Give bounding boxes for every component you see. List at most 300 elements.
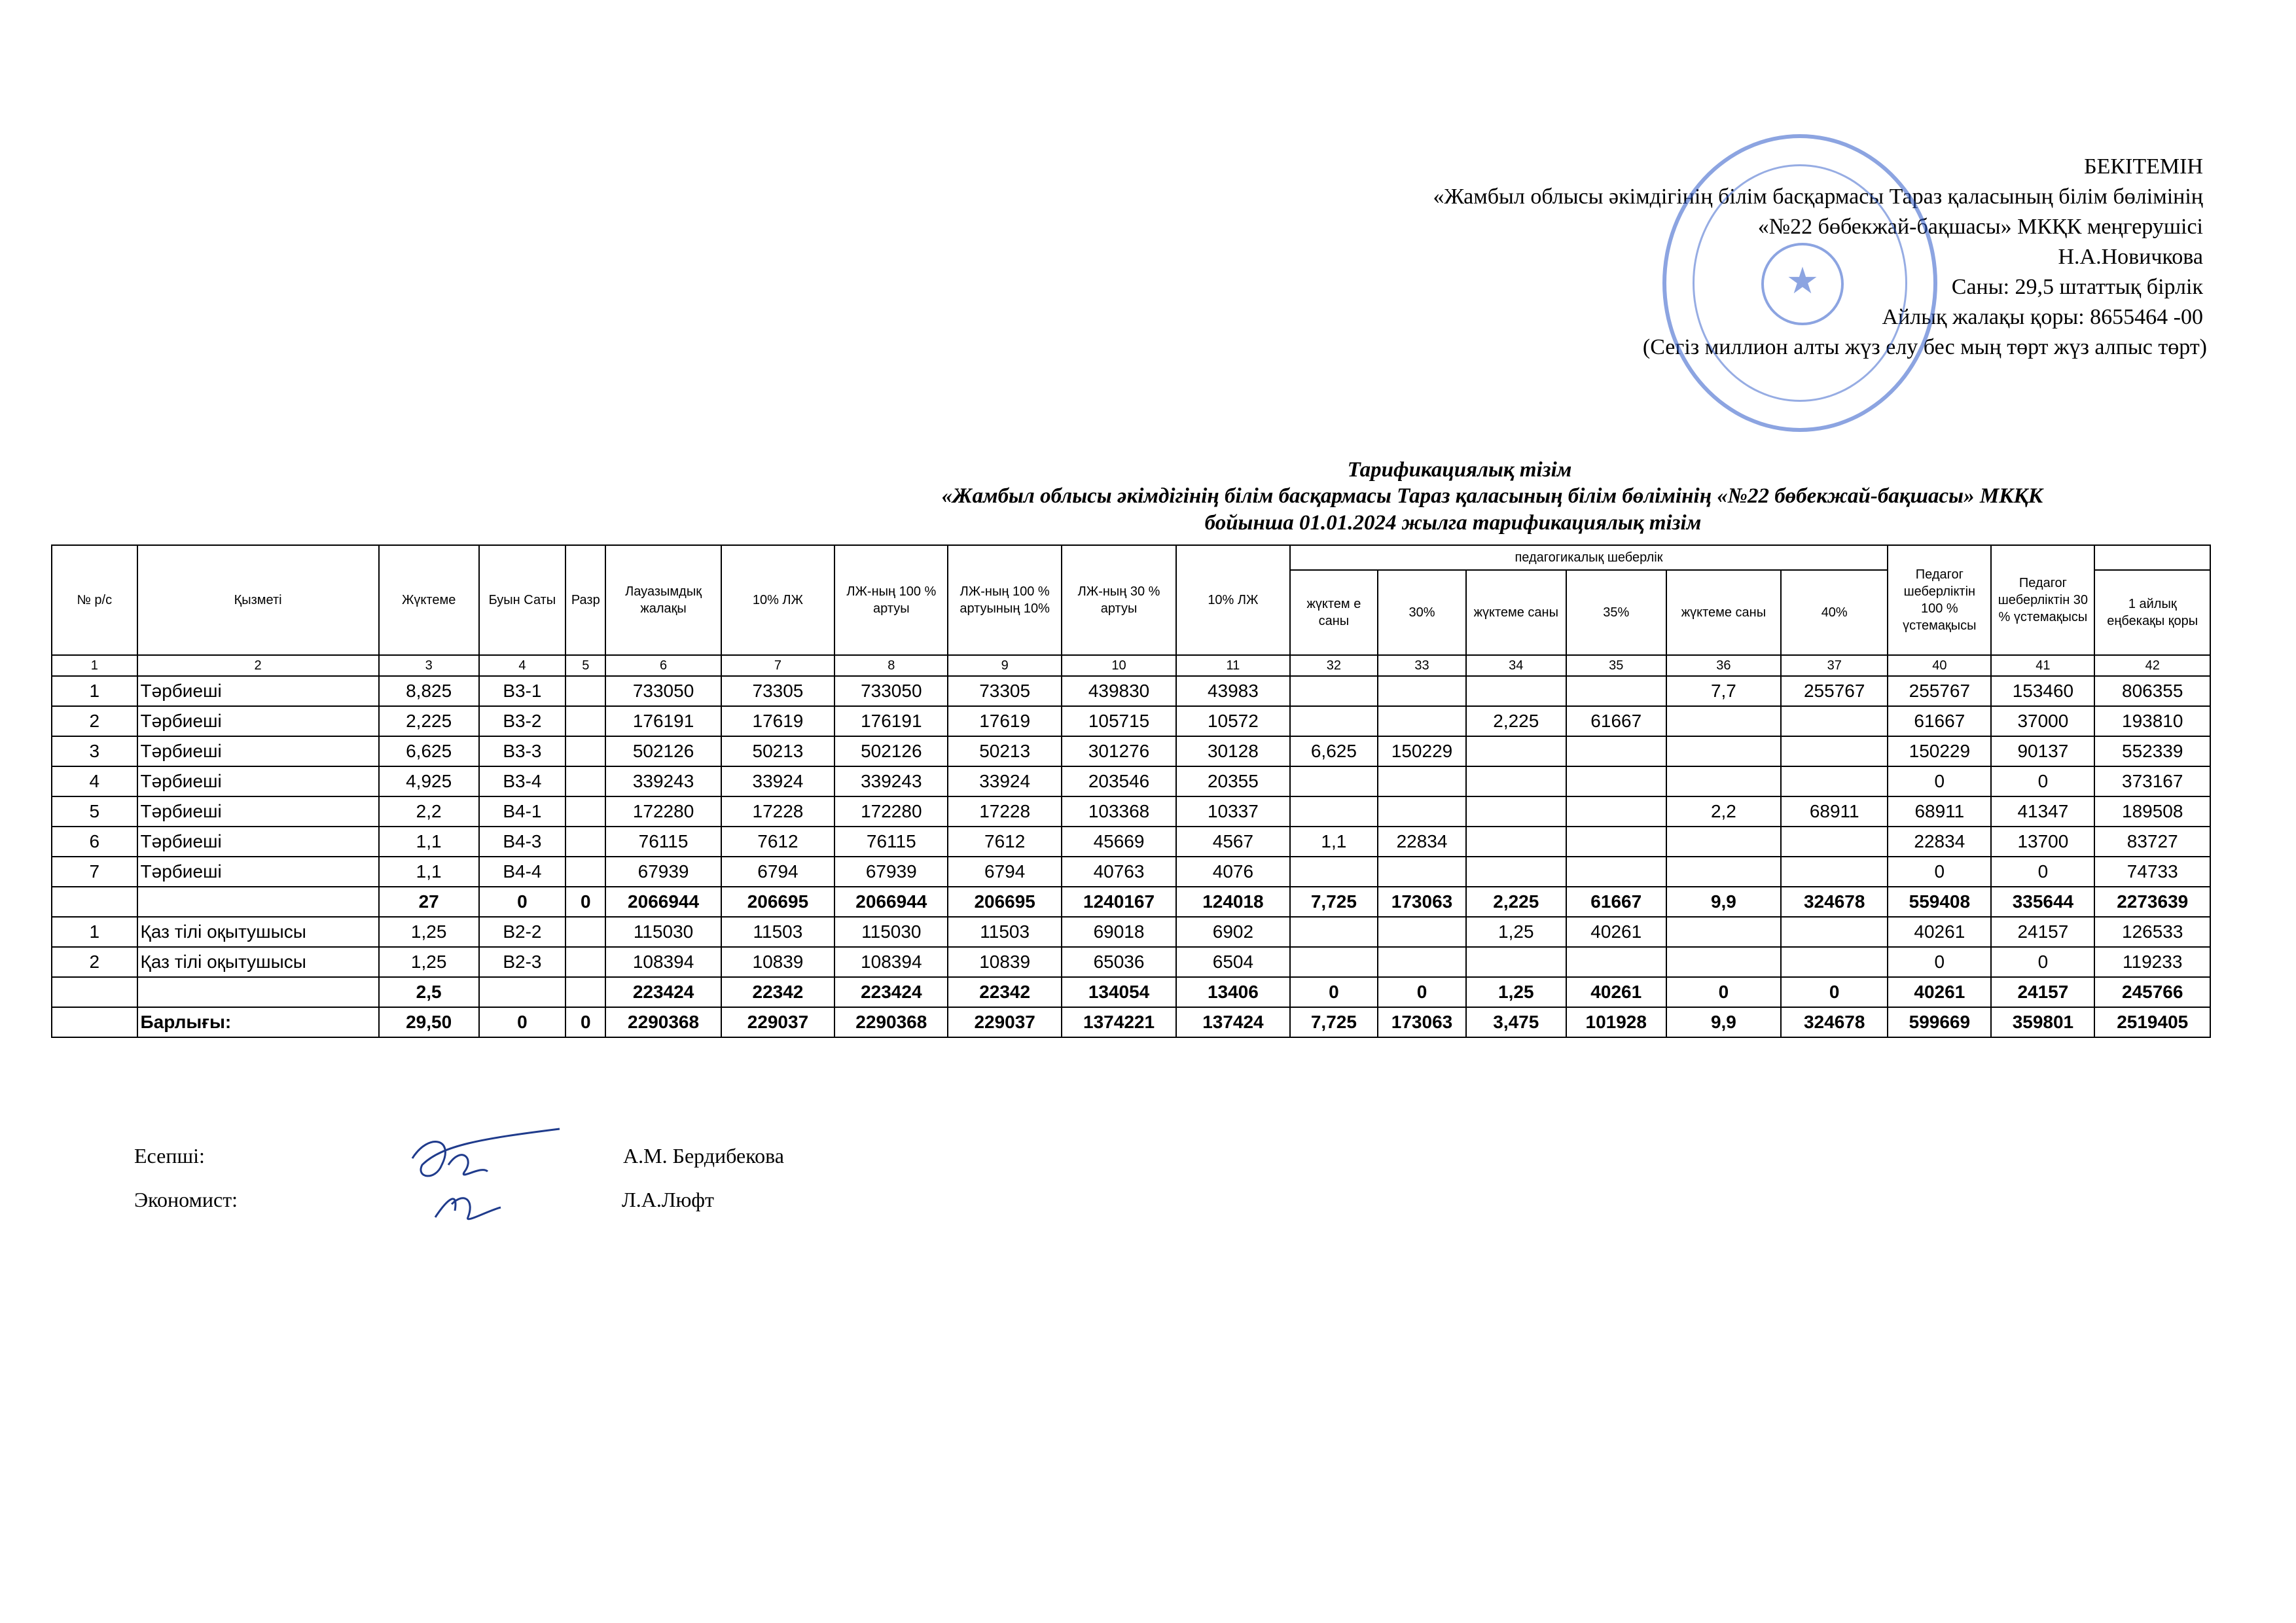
cell-load: 6,625 xyxy=(379,736,479,766)
cell-pos: Тәрбиеші xyxy=(137,857,379,887)
cell-c41: 335644 xyxy=(1991,887,2094,917)
document-title: Тарификациялық тізім xyxy=(1347,458,1572,482)
cell-c7: 10839 xyxy=(721,947,834,977)
cell-c7: 6794 xyxy=(721,857,834,887)
cell-c11: 10572 xyxy=(1176,706,1289,736)
cell-c8: 108394 xyxy=(834,947,948,977)
cell-c32 xyxy=(1290,857,1378,887)
cell-n xyxy=(52,1007,137,1037)
cell-n: 7 xyxy=(52,857,137,887)
cell-c32 xyxy=(1290,706,1378,736)
cell-c37: 324678 xyxy=(1781,1007,1888,1037)
cell-load: 4,925 xyxy=(379,766,479,796)
header-num: № р/с xyxy=(52,545,137,655)
approval-heading: БЕКІТЕМІН xyxy=(2084,154,2203,179)
cell-c42: 806355 xyxy=(2094,676,2210,706)
cell-c33: 173063 xyxy=(1378,1007,1466,1037)
column-number: 42 xyxy=(2094,655,2210,676)
cell-c10: 301276 xyxy=(1062,736,1176,766)
header-monthly-empty xyxy=(2094,545,2210,570)
cell-rank xyxy=(565,706,605,736)
cell-n: 5 xyxy=(52,796,137,827)
cell-c8: 67939 xyxy=(834,857,948,887)
cell-pos: Қаз тілі оқытушысы xyxy=(137,917,379,947)
header-monthly: 1 айлық еңбекақы қоры xyxy=(2094,570,2210,655)
cell-c7: 229037 xyxy=(721,1007,834,1037)
cell-c32 xyxy=(1290,917,1378,947)
cell-c32: 6,625 xyxy=(1290,736,1378,766)
table-row xyxy=(52,676,2210,706)
cell-c33: 0 xyxy=(1378,977,1466,1007)
cell-c32: 0 xyxy=(1290,977,1378,1007)
cell-grade: 0 xyxy=(479,1007,566,1037)
cell-pos xyxy=(137,887,379,917)
approval-staff-count: Саны: 29,5 штаттық бірлік xyxy=(1951,275,2203,299)
cell-c36: 9,9 xyxy=(1666,887,1781,917)
cell-sal: 76115 xyxy=(605,827,721,857)
cell-c37: 68911 xyxy=(1781,796,1888,827)
signature xyxy=(403,1119,573,1230)
column-number: 34 xyxy=(1466,655,1566,676)
document-subtitle: «Жамбыл облысы әкімдігінің білім басқармасы Тараз қаласының білім бөлімінің «№22 бөбекжай-бақшасы» МКҚК xyxy=(941,484,2043,508)
cell-c11: 20355 xyxy=(1176,766,1289,796)
cell-c7: 33924 xyxy=(721,766,834,796)
cell-c11: 6504 xyxy=(1176,947,1289,977)
cell-c42: 119233 xyxy=(2094,947,2210,977)
cell-c41: 13700 xyxy=(1991,827,2094,857)
cell-pos: Тәрбиеші xyxy=(137,766,379,796)
approval-block xyxy=(1156,152,2207,363)
cell-sal: 223424 xyxy=(605,977,721,1007)
cell-c11: 13406 xyxy=(1176,977,1289,1007)
cell-c9: 10839 xyxy=(948,947,1061,977)
cell-c40: 0 xyxy=(1888,857,1991,887)
cell-c35: 101928 xyxy=(1566,1007,1666,1037)
cell-grade: В2-2 xyxy=(479,917,566,947)
cell-c33 xyxy=(1378,676,1466,706)
economist-label: Экономист: xyxy=(134,1188,238,1211)
cell-c41: 90137 xyxy=(1991,736,2094,766)
cell-rank xyxy=(565,857,605,887)
cell-c36: 7,7 xyxy=(1666,676,1781,706)
column-number: 33 xyxy=(1378,655,1466,676)
cell-c40: 0 xyxy=(1888,947,1991,977)
cell-n: 4 xyxy=(52,766,137,796)
cell-sal: 67939 xyxy=(605,857,721,887)
cell-c35 xyxy=(1566,736,1666,766)
cell-pos: Тәрбиеші xyxy=(137,796,379,827)
cell-load: 2,225 xyxy=(379,706,479,736)
cell-pos: Барлығы: xyxy=(137,1007,379,1037)
cell-c35: 40261 xyxy=(1566,977,1666,1007)
cell-c10: 40763 xyxy=(1062,857,1176,887)
table-row xyxy=(52,827,2210,857)
cell-c42: 126533 xyxy=(2094,917,2210,947)
cell-c11: 4567 xyxy=(1176,827,1289,857)
cell-c35 xyxy=(1566,676,1666,706)
cell-n: 6 xyxy=(52,827,137,857)
cell-c42: 245766 xyxy=(2094,977,2210,1007)
table-row xyxy=(52,917,2210,947)
cell-c9: 73305 xyxy=(948,676,1061,706)
cell-c41: 0 xyxy=(1991,947,2094,977)
cell-c34: 1,25 xyxy=(1466,917,1566,947)
cell-c35: 61667 xyxy=(1566,887,1666,917)
header-rank: Разр xyxy=(565,545,605,655)
header-ped-group: педагогикалық шеберлік xyxy=(1290,545,1888,570)
cell-c7: 50213 xyxy=(721,736,834,766)
header-p40: 40% xyxy=(1781,570,1888,655)
header-lzh30: ЛЖ-ның 30 % артуы xyxy=(1062,545,1176,655)
cell-n: 1 xyxy=(52,676,137,706)
cell-c41: 359801 xyxy=(1991,1007,2094,1037)
cell-c7: 17228 xyxy=(721,796,834,827)
cell-c35: 40261 xyxy=(1566,917,1666,947)
cell-n: 3 xyxy=(52,736,137,766)
table-row xyxy=(52,736,2210,766)
cell-c33 xyxy=(1378,766,1466,796)
cell-c10: 105715 xyxy=(1062,706,1176,736)
cell-c10: 103368 xyxy=(1062,796,1176,827)
column-number: 3 xyxy=(379,655,479,676)
cell-c34 xyxy=(1466,827,1566,857)
cell-c37 xyxy=(1781,766,1888,796)
cell-c36 xyxy=(1666,947,1781,977)
cell-c37 xyxy=(1781,736,1888,766)
cell-c37 xyxy=(1781,857,1888,887)
cell-c10: 203546 xyxy=(1062,766,1176,796)
cell-c8: 502126 xyxy=(834,736,948,766)
cell-grade: В4-1 xyxy=(479,796,566,827)
cell-sal: 502126 xyxy=(605,736,721,766)
cell-c32 xyxy=(1290,766,1378,796)
cell-c11: 10337 xyxy=(1176,796,1289,827)
column-number: 1 xyxy=(52,655,137,676)
column-number: 11 xyxy=(1176,655,1289,676)
cell-rank xyxy=(565,827,605,857)
cell-c37: 0 xyxy=(1781,977,1888,1007)
cell-c8: 2290368 xyxy=(834,1007,948,1037)
cell-c8: 115030 xyxy=(834,917,948,947)
cell-c41: 24157 xyxy=(1991,917,2094,947)
cell-c33 xyxy=(1378,917,1466,947)
cell-c33 xyxy=(1378,857,1466,887)
economist-name: Л.А.Люфт xyxy=(622,1188,714,1211)
cell-c42: 373167 xyxy=(2094,766,2210,796)
cell-c42: 83727 xyxy=(2094,827,2210,857)
cell-c34: 1,25 xyxy=(1466,977,1566,1007)
cell-c35 xyxy=(1566,947,1666,977)
cell-c32 xyxy=(1290,796,1378,827)
cell-pos: Қаз тілі оқытушысы xyxy=(137,947,379,977)
cell-c37 xyxy=(1781,706,1888,736)
approval-salary-words: (Сегіз миллион алты жүз елу бес мың төрт жүз алпыс төрт) xyxy=(1642,335,2207,359)
cell-c32: 7,725 xyxy=(1290,887,1378,917)
cell-sal: 172280 xyxy=(605,796,721,827)
cell-load: 27 xyxy=(379,887,479,917)
cell-pos: Тәрбиеші xyxy=(137,706,379,736)
cell-grade: В4-3 xyxy=(479,827,566,857)
cell-c40: 68911 xyxy=(1888,796,1991,827)
approval-head-name: Н.А.Новичкова xyxy=(2058,245,2203,269)
cell-rank xyxy=(565,766,605,796)
cell-c11: 30128 xyxy=(1176,736,1289,766)
header-ped100: Педагог шеберліктін 100 % үстемақысы xyxy=(1888,545,1991,655)
table-row xyxy=(52,706,2210,736)
header-p30: 30% xyxy=(1378,570,1466,655)
cell-load: 1,25 xyxy=(379,947,479,977)
cell-c35 xyxy=(1566,827,1666,857)
cell-rank xyxy=(565,676,605,706)
cell-c34 xyxy=(1466,947,1566,977)
cell-c40: 599669 xyxy=(1888,1007,1991,1037)
cell-sal: 733050 xyxy=(605,676,721,706)
header-load: Жүктеме xyxy=(379,545,479,655)
table-row xyxy=(52,766,2210,796)
cell-c9: 22342 xyxy=(948,977,1061,1007)
cell-c10: 65036 xyxy=(1062,947,1176,977)
cell-c36: 0 xyxy=(1666,977,1781,1007)
cell-load: 29,50 xyxy=(379,1007,479,1037)
cell-c40: 61667 xyxy=(1888,706,1991,736)
cell-c7: 17619 xyxy=(721,706,834,736)
header-ten-lzh: 10% ЛЖ xyxy=(721,545,834,655)
column-number: 4 xyxy=(479,655,566,676)
cell-rank: 0 xyxy=(565,887,605,917)
cell-c10: 439830 xyxy=(1062,676,1176,706)
cell-c42: 189508 xyxy=(2094,796,2210,827)
cell-c8: 339243 xyxy=(834,766,948,796)
cell-c8: 2066944 xyxy=(834,887,948,917)
table-total-row xyxy=(52,1007,2210,1037)
cell-grade: В2-3 xyxy=(479,947,566,977)
cell-c34 xyxy=(1466,736,1566,766)
cell-c7: 73305 xyxy=(721,676,834,706)
cell-c34: 3,475 xyxy=(1466,1007,1566,1037)
cell-c33 xyxy=(1378,706,1466,736)
cell-c36: 9,9 xyxy=(1666,1007,1781,1037)
cell-c9: 50213 xyxy=(948,736,1061,766)
cell-c36 xyxy=(1666,766,1781,796)
column-number: 10 xyxy=(1062,655,1176,676)
cell-c33 xyxy=(1378,796,1466,827)
cell-c34 xyxy=(1466,766,1566,796)
cell-n: 2 xyxy=(52,706,137,736)
cell-pos xyxy=(137,977,379,1007)
cell-n xyxy=(52,887,137,917)
cell-rank xyxy=(565,796,605,827)
cell-n xyxy=(52,977,137,1007)
cell-rank xyxy=(565,977,605,1007)
cell-n: 2 xyxy=(52,947,137,977)
cell-c35 xyxy=(1566,766,1666,796)
cell-sal: 2290368 xyxy=(605,1007,721,1037)
cell-c7: 206695 xyxy=(721,887,834,917)
column-numbers-row xyxy=(52,655,2210,676)
cell-c8: 223424 xyxy=(834,977,948,1007)
header-load-count-3: жүктеме саны xyxy=(1666,570,1781,655)
table-row xyxy=(52,857,2210,887)
table-row xyxy=(52,947,2210,977)
cell-c41: 24157 xyxy=(1991,977,2094,1007)
cell-c10: 69018 xyxy=(1062,917,1176,947)
cell-c9: 6794 xyxy=(948,857,1061,887)
column-number: 41 xyxy=(1991,655,2094,676)
column-number: 7 xyxy=(721,655,834,676)
cell-c42: 2273639 xyxy=(2094,887,2210,917)
column-number: 8 xyxy=(834,655,948,676)
approval-salary-fund: Айлық жалақы қоры: 8655464 -00 xyxy=(1882,305,2203,329)
cell-c34 xyxy=(1466,796,1566,827)
cell-c40: 40261 xyxy=(1888,917,1991,947)
cell-c37: 324678 xyxy=(1781,887,1888,917)
cell-c8: 176191 xyxy=(834,706,948,736)
cell-c34: 2,225 xyxy=(1466,706,1566,736)
cell-c42: 74733 xyxy=(2094,857,2210,887)
cell-c9: 11503 xyxy=(948,917,1061,947)
cell-c36 xyxy=(1666,827,1781,857)
cell-sal: 115030 xyxy=(605,917,721,947)
table-total-row xyxy=(52,977,2210,1007)
cell-c41: 41347 xyxy=(1991,796,2094,827)
cell-c32 xyxy=(1290,676,1378,706)
cell-c36 xyxy=(1666,736,1781,766)
cell-sal: 339243 xyxy=(605,766,721,796)
column-number: 37 xyxy=(1781,655,1888,676)
column-number: 5 xyxy=(565,655,605,676)
cell-c10: 134054 xyxy=(1062,977,1176,1007)
cell-sal: 2066944 xyxy=(605,887,721,917)
cell-c9: 17228 xyxy=(948,796,1061,827)
cell-c9: 7612 xyxy=(948,827,1061,857)
cell-c41: 0 xyxy=(1991,766,2094,796)
column-number: 35 xyxy=(1566,655,1666,676)
cell-c42: 2519405 xyxy=(2094,1007,2210,1037)
cell-c40: 40261 xyxy=(1888,977,1991,1007)
header-ped30: Педагог шеберліктін 30 % үстемақысы xyxy=(1991,545,2094,655)
cell-c11: 137424 xyxy=(1176,1007,1289,1037)
cell-c34 xyxy=(1466,676,1566,706)
approval-organization: «Жамбыл облысы әкімдігінің білім басқармасы Тараз қаласының білім бөлімінің xyxy=(1433,185,2203,209)
cell-c33: 22834 xyxy=(1378,827,1466,857)
cell-c10: 1374221 xyxy=(1062,1007,1176,1037)
cell-c10: 45669 xyxy=(1062,827,1176,857)
cell-grade: В3-1 xyxy=(479,676,566,706)
cell-c37: 255767 xyxy=(1781,676,1888,706)
cell-c42: 552339 xyxy=(2094,736,2210,766)
table-total-row xyxy=(52,887,2210,917)
cell-c36 xyxy=(1666,706,1781,736)
cell-c40: 559408 xyxy=(1888,887,1991,917)
cell-c8: 733050 xyxy=(834,676,948,706)
table-header xyxy=(52,545,2210,676)
header-lzh100-10: ЛЖ-ның 100 % артуының 10% xyxy=(948,545,1061,655)
cell-c33: 173063 xyxy=(1378,887,1466,917)
cell-c34 xyxy=(1466,857,1566,887)
cell-c42: 193810 xyxy=(2094,706,2210,736)
cell-c35: 61667 xyxy=(1566,706,1666,736)
header-load-count-2: жүктеме саны xyxy=(1466,570,1566,655)
cell-grade: 0 xyxy=(479,887,566,917)
cell-c37 xyxy=(1781,827,1888,857)
cell-c8: 76115 xyxy=(834,827,948,857)
cell-c32: 1,1 xyxy=(1290,827,1378,857)
cell-load: 1,25 xyxy=(379,917,479,947)
cell-c8: 172280 xyxy=(834,796,948,827)
cell-c10: 1240167 xyxy=(1062,887,1176,917)
cell-pos: Тәрбиеші xyxy=(137,736,379,766)
approval-head-title: «№22 бөбекжай-бақшасы» МКҚК меңгерушісі xyxy=(1757,215,2203,239)
cell-pos: Тәрбиеші xyxy=(137,676,379,706)
cell-c40: 22834 xyxy=(1888,827,1991,857)
cell-grade: В3-4 xyxy=(479,766,566,796)
column-number: 9 xyxy=(948,655,1061,676)
cell-c9: 206695 xyxy=(948,887,1061,917)
header-lzh100: ЛЖ-ның 100 % артуы xyxy=(834,545,948,655)
cell-load: 2,2 xyxy=(379,796,479,827)
cell-c32: 7,725 xyxy=(1290,1007,1378,1037)
cell-c37 xyxy=(1781,917,1888,947)
cell-rank xyxy=(565,917,605,947)
cell-rank: 0 xyxy=(565,1007,605,1037)
header-grade: Буын Саты xyxy=(479,545,566,655)
table-row xyxy=(52,796,2210,827)
cell-sal: 108394 xyxy=(605,947,721,977)
cell-c7: 11503 xyxy=(721,917,834,947)
cell-load: 1,1 xyxy=(379,857,479,887)
cell-c11: 124018 xyxy=(1176,887,1289,917)
header-load-count-1: жүктем е саны xyxy=(1290,570,1378,655)
column-number: 36 xyxy=(1666,655,1781,676)
cell-rank xyxy=(565,736,605,766)
cell-c9: 33924 xyxy=(948,766,1061,796)
accountant-label: Есепші: xyxy=(134,1144,205,1168)
cell-grade xyxy=(479,977,566,1007)
cell-c36 xyxy=(1666,917,1781,947)
header-position: Қызметі xyxy=(137,545,379,655)
cell-c40: 150229 xyxy=(1888,736,1991,766)
cell-c37 xyxy=(1781,947,1888,977)
table-body xyxy=(52,676,2210,1037)
cell-grade: В3-2 xyxy=(479,706,566,736)
column-number: 40 xyxy=(1888,655,1991,676)
cell-c9: 17619 xyxy=(948,706,1061,736)
cell-c41: 37000 xyxy=(1991,706,2094,736)
header-p35: 35% xyxy=(1566,570,1666,655)
header-salary: Лауазымдық жалақы xyxy=(605,545,721,655)
cell-c41: 0 xyxy=(1991,857,2094,887)
cell-grade: В3-3 xyxy=(479,736,566,766)
column-number: 32 xyxy=(1290,655,1378,676)
cell-c7: 7612 xyxy=(721,827,834,857)
accountant-name: А.М. Бердибекова xyxy=(623,1144,784,1168)
cell-load: 8,825 xyxy=(379,676,479,706)
cell-grade: В4-4 xyxy=(479,857,566,887)
cell-c9: 229037 xyxy=(948,1007,1061,1037)
cell-c11: 6902 xyxy=(1176,917,1289,947)
cell-c33: 150229 xyxy=(1378,736,1466,766)
cell-n: 1 xyxy=(52,917,137,947)
cell-c36: 2,2 xyxy=(1666,796,1781,827)
tariff-table xyxy=(51,544,2211,1038)
cell-c7: 22342 xyxy=(721,977,834,1007)
cell-rank xyxy=(565,947,605,977)
header-ten-lzh-2: 10% ЛЖ xyxy=(1176,545,1289,655)
cell-c11: 43983 xyxy=(1176,676,1289,706)
cell-c40: 255767 xyxy=(1888,676,1991,706)
cell-c35 xyxy=(1566,857,1666,887)
cell-sal: 176191 xyxy=(605,706,721,736)
